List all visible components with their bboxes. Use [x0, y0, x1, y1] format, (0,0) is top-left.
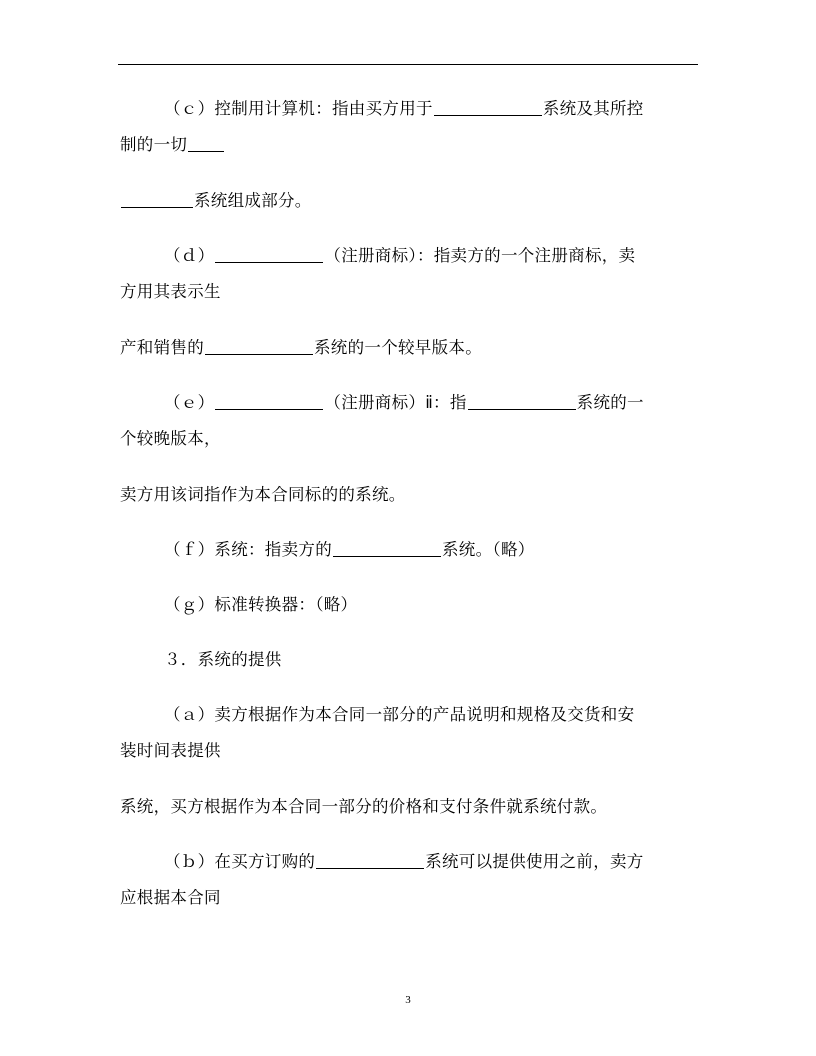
header-rule: [118, 64, 698, 65]
clause-f-line1: [164, 539, 535, 561]
clause-d-text-d: 产和销售的: [120, 338, 204, 357]
clause-e-line2: [120, 428, 221, 450]
clause-3a-text-c: 系统，买方根据作为本合同一部分的价格和支付条件就系统付款。: [120, 797, 608, 816]
fill-blank: [215, 246, 323, 263]
clause-e-line3: [120, 484, 406, 506]
clause-d-line3: [120, 337, 482, 359]
clause-3a-line3: [120, 796, 607, 818]
fill-blank: [215, 393, 323, 410]
clause-c-line2: [120, 134, 225, 156]
clause-f-text-b: 系统。（略）: [442, 540, 535, 559]
fill-blank: [205, 338, 313, 355]
clause-g-text: （ｇ）标准转换器：（略）: [164, 595, 358, 614]
clause-3a-text-a: （ａ）卖方根据作为本合同一部分的产品说明和规格及交货和安: [164, 705, 635, 724]
clause-3a-text-b: 装时间表提供: [120, 741, 221, 760]
clause-d-text-e: 系统的一个较早版本。: [314, 338, 482, 357]
clause-d-text-c: 方用其表示生: [120, 282, 221, 301]
clause-d-line1: [164, 245, 635, 267]
fill-blank: [333, 540, 441, 557]
clause-c-text-b: 系统及其所控: [542, 99, 644, 118]
clause-g-line1: [164, 594, 357, 616]
fill-blank: [188, 135, 224, 152]
clause-3a-line2: [120, 740, 221, 762]
clause-c-line1: [164, 98, 644, 120]
fill-blank: [434, 99, 542, 116]
clause-3b-line2: [120, 887, 221, 909]
fill-blank: [316, 852, 424, 869]
clause-e-text-c: 系统的一: [576, 393, 644, 412]
section-3-title: ３．系统的提供: [164, 650, 282, 669]
clause-c-line3: [120, 190, 312, 212]
clause-c-text-a: （ｃ）控制用计算机：指由买方用于: [164, 99, 433, 118]
fill-blank: [468, 393, 576, 410]
clause-e-text-a: （ｅ）: [164, 393, 215, 412]
clause-3b-text-c: 应根据本合同: [120, 888, 221, 907]
clause-c-text-c: 制的一切: [120, 135, 188, 154]
clause-e-line1: [164, 392, 644, 414]
page-number: 3: [405, 994, 411, 1006]
section-3-heading: [164, 649, 282, 671]
clause-d-line2: [120, 281, 221, 303]
clause-3b-line1: [164, 851, 644, 873]
fill-blank: [121, 191, 193, 208]
clause-3b-text-b: 系统可以提供使用之前，卖方: [425, 852, 644, 871]
clause-d-text-b: （注册商标）：指卖方的一个注册商标，卖: [324, 246, 636, 265]
clause-3b-text-a: （ｂ）在买方订购的: [164, 852, 316, 871]
clause-c-text-d: 系统组成部分。: [194, 191, 312, 210]
clause-e-text-b: （注册商标）ⅱ：指: [324, 393, 467, 412]
clause-e-text-d: 个较晚版本，: [120, 429, 221, 448]
clause-3a-line1: [164, 704, 634, 726]
clause-e-text-e: 卖方用该词指作为本合同标的的系统。: [120, 485, 406, 504]
clause-f-text-a: （ｆ）系统：指卖方的: [164, 540, 332, 559]
clause-d-text-a: （ｄ）: [164, 246, 215, 265]
